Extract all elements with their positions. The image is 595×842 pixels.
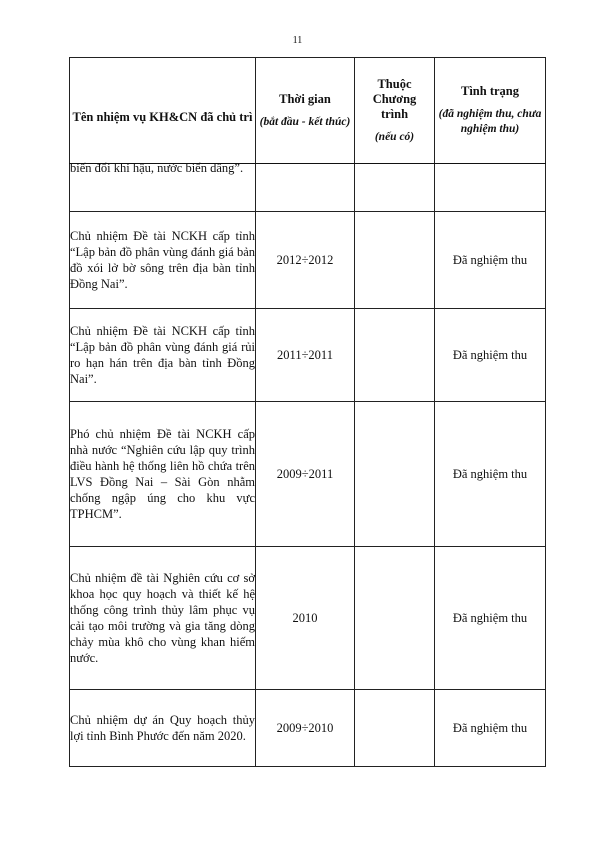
table-row — [70, 402, 546, 547]
program-cell — [355, 547, 435, 690]
header-time-sub: (bắt đầu - kết thúc) — [259, 115, 351, 128]
time-cell: 2011÷2011 — [256, 309, 355, 402]
header-program — [355, 58, 435, 164]
task-cell: Chủ nhiệm dự án Quy hoạch thủy lợi tỉnh Bình Phước đến năm 2020. — [70, 690, 256, 767]
task-cell: Chủ nhiệm Đề tài NCKH cấp tỉnh “Lập bản đồ phân vùng đánh giá bản đồ xói lở bờ sông trên địa bàn tỉnh Đồng Nai”. — [70, 212, 256, 309]
header-status-sub: (đã nghiệm thu, chưa nghiệm thu) — [438, 108, 542, 135]
task-cell — [70, 161, 256, 212]
program-cell — [355, 309, 435, 402]
header-status-title: Tình trạng — [460, 84, 519, 98]
table-row — [70, 309, 546, 402]
task-cell: Chủ nhiệm đề tài Nghiên cứu cơ sở khoa học quy hoạch và thiết kế hệ thống công trình thủy lâm phục vụ cải tạo môi trường và gia tăng dòng chảy mùa khô cho vùng khan hiếm nước. — [70, 547, 256, 690]
program-cell — [355, 690, 435, 767]
time-cell — [256, 164, 355, 212]
status-cell: Đã nghiệm thu — [435, 402, 546, 547]
time-cell: 2009÷2011 — [256, 402, 355, 547]
status-cell — [435, 164, 546, 212]
table-header-row — [70, 58, 546, 164]
status-cell: Đã nghiệm thu — [435, 309, 546, 402]
program-cell — [355, 402, 435, 547]
program-cell — [355, 164, 435, 212]
status-cell: Đã nghiệm thu — [435, 690, 546, 767]
time-cell: 2009÷2010 — [256, 690, 355, 767]
header-program-sub: (nếu có) — [374, 130, 415, 143]
time-cell: 2012÷2012 — [256, 212, 355, 309]
header-time — [256, 58, 355, 164]
header-task-name-title: Tên nhiệm vụ KH&CN đã chủ trì — [72, 110, 253, 124]
header-program-title: Thuộc Chương trình — [372, 76, 417, 121]
task-text: biến đổi khí hậu, nước biển dâng”. — [70, 161, 244, 175]
status-cell: Đã nghiệm thu — [435, 212, 546, 309]
header-time-title: Thời gian — [279, 91, 331, 106]
table-row — [70, 547, 546, 690]
status-cell: Đã nghiệm thu — [435, 547, 546, 690]
header-status — [435, 58, 546, 164]
program-cell — [355, 212, 435, 309]
task-cell: Chủ nhiệm Đề tài NCKH cấp tỉnh “Lập bản đồ phân vùng đánh giá rủi ro hạn hán trên địa bàn tỉnh Đồng Nai”. — [70, 309, 256, 402]
table-row — [70, 690, 546, 767]
task-cell: Phó chủ nhiệm Đề tài NCKH cấp nhà nước “Nghiên cứu lập quy trình điều hành hệ thống liên hồ chứa trên LVS Đồng Nai – Sài Gòn nhằm chống ngập úng cho khu vực TPHCM”. — [70, 402, 256, 547]
header-task-name — [70, 58, 256, 164]
page-number: 11 — [292, 35, 303, 46]
table-row — [70, 164, 546, 212]
table-row — [70, 212, 546, 309]
research-tasks-table — [69, 57, 546, 767]
time-cell: 2010 — [256, 547, 355, 690]
